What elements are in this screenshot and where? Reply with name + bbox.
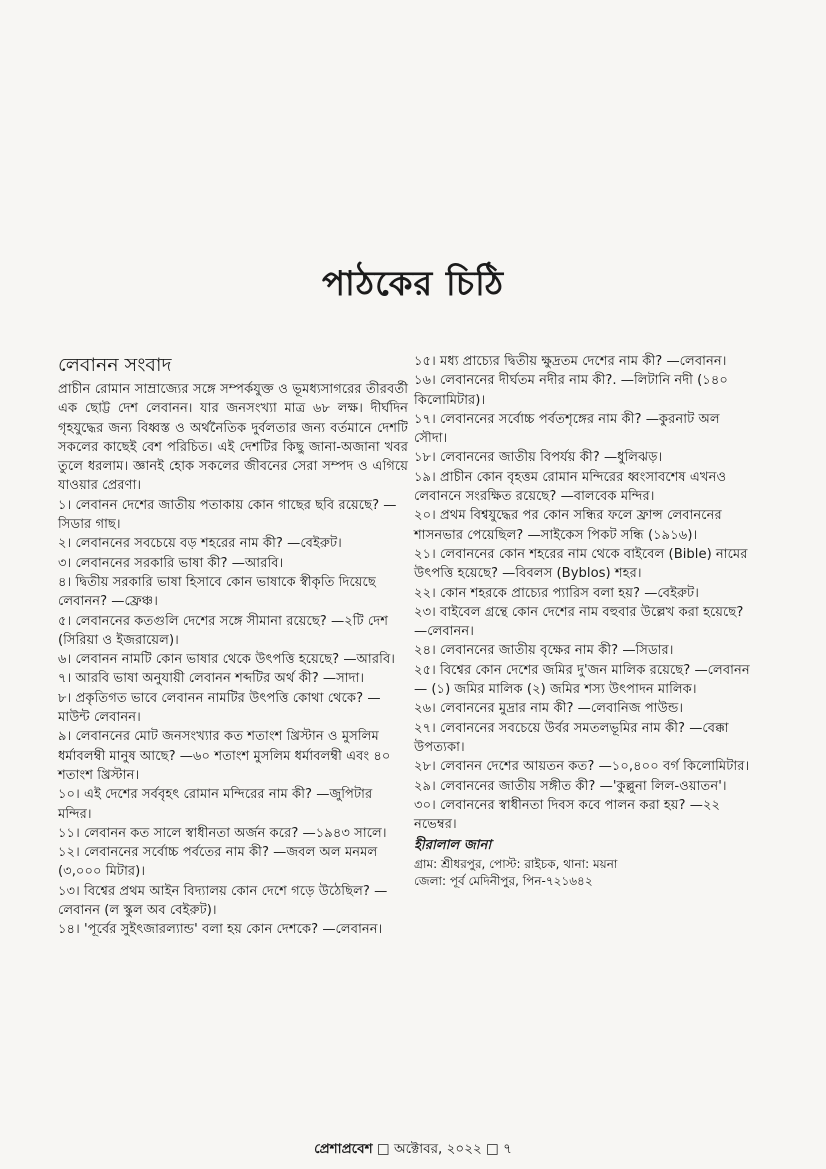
qa-item xyxy=(58,496,408,535)
qa-item xyxy=(414,699,752,718)
question-text: ১৪। 'পূর্বের সুইৎজারল্যান্ড' বলা হয় কোন দেশকে? xyxy=(58,922,319,938)
answer-text: —লেবানন (ল স্কুল অব বেইরুট)। xyxy=(58,883,388,919)
answer-text: —বেইরুট। xyxy=(644,585,699,601)
question-text: ৩০। লেবাননের স্বাধীনতা দিবস কবে পালন করা হয়? xyxy=(414,797,686,813)
qa-item xyxy=(414,371,752,410)
answer-text: —সাইকেস পিকট সন্ধি (১৯১৬)। xyxy=(527,527,698,543)
issue-date: অক্টোবর, ২০২২ xyxy=(393,1141,482,1157)
question-text: ২১। লেবাননের কোন শহরের নাম থেকে বাইবেল (Bible) নামের উৎপত্তি হয়েছে? xyxy=(414,546,748,582)
answer-text: —লেবানন— (১) জমির মালিক (২) জমির শস্য উৎপাদন মালিক। xyxy=(414,662,750,698)
question-text: ১০। এই দেশের সর্ববৃহৎ রোমান মন্দিরের নাম কী? xyxy=(58,787,313,803)
question-text: ২৫। বিশ্বের কোন দেশের জমির দু'জন মালিক রয়েছে? xyxy=(414,662,691,678)
author-name: হীরালাল জানা xyxy=(414,838,492,854)
answer-text: —ফ্রেঞ্চ। xyxy=(111,594,158,610)
question-text: ২৭। লেবাননের সবচেয়ে উর্বর সমতলভূমির নাম কী? xyxy=(414,720,686,736)
answer-text: —সিডার গাছ। xyxy=(58,497,397,533)
question-text: ১৮। লেবাননের জাতীয় বিপর্যয় কী? xyxy=(414,450,600,466)
question-text: ৭। আরবি ভাষা অনুযায়ী লেবানন শব্দটির অর্থ কী? xyxy=(58,671,319,687)
answer-text: —বালবেক মন্দির। xyxy=(560,489,655,505)
qa-item xyxy=(414,757,752,776)
qa-item xyxy=(58,785,408,824)
answer-text: —'কুল্লুনা লিল-ওয়াতন'। xyxy=(599,778,727,794)
question-text: ১৭। লেবাননের সর্বোচ্চ পর্বতশৃঙ্গের নাম কী? xyxy=(414,411,642,427)
answer-text: —বেক্কা উপত্যকা। xyxy=(414,720,729,755)
question-text: ৩। লেবাননের সরকারি ভাষা কী? xyxy=(58,555,228,571)
magazine-name: প্রেশাপ্রবেশ xyxy=(314,1141,373,1157)
qa-item xyxy=(414,352,752,371)
qa-item xyxy=(414,641,752,660)
question-text: ২। লেবাননের সবচেয়ে বড় শহরের নাম কী? xyxy=(58,536,283,552)
answer-text: —২২ নভেম্বর। xyxy=(414,797,721,833)
answer-text: —সাদা। xyxy=(322,671,365,687)
qa-item xyxy=(58,882,408,921)
qa-item xyxy=(414,506,752,545)
qa-item xyxy=(414,468,752,507)
right-column xyxy=(414,352,752,890)
answer-text: —আরবি। xyxy=(343,652,396,668)
answer-text: —লেবানন। xyxy=(666,354,727,369)
qa-item xyxy=(414,448,752,467)
qa-item xyxy=(414,545,752,584)
question-text: ২০। প্রথম বিশ্বযুদ্ধের পর কোন সন্ধির ফলে ফ্রান্স লেবাননের শাসনভার পেয়েছিল? xyxy=(414,508,722,543)
qa-item xyxy=(58,689,408,728)
answer-text: —১৯৪৩ সালে। xyxy=(302,825,387,841)
question-text: ১। লেবানন দেশের জাতীয় পতাকায় কোন গাছের ছবি রয়েছে? xyxy=(58,497,380,513)
question-text: ৫। লেবাননের কতগুলি দেশের সঙ্গে সীমানা রয়েছে? xyxy=(58,613,327,629)
qa-item xyxy=(58,920,408,939)
answer-text: —কুরনাট অল সৌদা। xyxy=(414,411,720,447)
qa-item xyxy=(414,796,752,835)
question-text: ১৫। মধ্য প্রাচ্যের দ্বিতীয় ক্ষুদ্রতম দেশের নাম কী? xyxy=(414,354,663,369)
qa-item xyxy=(414,410,752,449)
footer-separator: □ xyxy=(486,1141,499,1157)
question-text: ১৯। প্রাচীন কোন বৃহত্তম রোমান মন্দিরের ধ্বংসাবশেষ এখনও লেবাননে সংরক্ষিত রয়েছে? xyxy=(414,469,727,505)
left-qa-list xyxy=(58,496,408,940)
page-number: ৭ xyxy=(503,1141,512,1157)
answer-text: —১০,৪০০ বর্গ কিলোমিটার। xyxy=(598,759,750,775)
right-qa-list xyxy=(414,352,752,834)
qa-item xyxy=(414,777,752,796)
question-text: ২৯। লেবাননের জাতীয় সঙ্গীত কী? xyxy=(414,778,596,794)
question-text: ২২। কোন শহরকে প্রাচ্যের প্যারিস বলা হয়? xyxy=(414,585,640,601)
qa-item xyxy=(58,573,408,612)
question-text: ৬। লেবানন নামটি কোন ভাষার থেকে উৎপত্তি হয়েছে? xyxy=(58,652,340,668)
question-text: ১৬। লেবাননের দীর্ঘতম নদীর নাম কী?. xyxy=(414,373,617,389)
qa-item xyxy=(58,727,408,785)
question-text: ১৩। বিশ্বের প্রথম আইন বিদ্যালয় কোন দেশে গড়ে উঠেছিল? xyxy=(58,883,370,899)
article-heading: লেবানন সংবাদ xyxy=(58,354,172,376)
question-text: ৮। প্রকৃতিগত ভাবে লেবানন নামটির উৎপত্তি কোথা থেকে? xyxy=(58,690,364,706)
author-address-line2: জেলা: পূর্ব মেদিনীপুর, পিন-৭২১৬৪২ xyxy=(414,873,593,888)
answer-text: —সিডার। xyxy=(622,643,674,659)
question-text: ২৬। লেবাননের মুদ্রার নাম কী? xyxy=(414,701,574,717)
question-text: ২৪। লেবাননের জাতীয় বৃক্ষের নাম কী? xyxy=(414,643,619,659)
answer-text: —ধুলিঝড়। xyxy=(603,450,663,466)
question-text: ১২। লেবাননের সর্বোচ্চ পর্বতের নাম কী? xyxy=(58,845,269,861)
qa-item xyxy=(58,554,408,573)
footer-separator: □ xyxy=(376,1141,390,1157)
qa-item xyxy=(414,603,752,642)
qa-item xyxy=(58,534,408,553)
article-intro: প্রাচীন রোমান সাম্রাজ্যের সঙ্গে সম্পর্কযুক্ত ও ভূমধ্যসাগরের তীরবর্তী এক ছোট্ট দেশ লেবানন। যার জনসংখ্যা মাত্র ৬৮ লক্ষ। দীর্ঘদিন গৃহযুদ্ধের জন্য বিধ্বস্ত ও অর্থনৈতিক দুর্বলতার জন্য বর্তমানে দেশটি সকলের কাছেই বেশ পরিচিত। এই দেশটির কিছু জানা-অজানা খবর তুলে ধরলাম। জ্ঞানই হোক সকলের জীবনের সেরা সম্পদ ও এগিয়ে যাওয়ার প্রেরণা। xyxy=(58,382,408,494)
page-footer xyxy=(0,1138,826,1161)
answer-text: —জবল অল মনমল (৩,০০০ মিটার)। xyxy=(58,845,378,880)
answer-text: —লেবানন। xyxy=(322,922,383,938)
question-text: ৯। লেবাননের মোট জনসংখ্যার কত শতাংশ খ্রিস্টান ও মুসলিম ধর্মাবলম্বী মানুষ আছে? xyxy=(58,729,379,764)
qa-item xyxy=(58,843,408,882)
qa-item xyxy=(414,661,752,700)
qa-item xyxy=(414,719,752,758)
question-text: ২৮। লেবানন দেশের আয়তন কত? xyxy=(414,759,595,775)
answer-text: —৬০ শতাংশ মুসলিম ধর্মাবলম্বী এবং ৪০ শতাংশ খ্রিস্টান। xyxy=(58,748,391,783)
answer-text: —লেবানন। xyxy=(414,624,474,640)
qa-item xyxy=(58,650,408,669)
question-text: ২৩। বাইবেল গ্রন্থে কোন দেশের নাম বহুবার উল্লেখ করা হয়েছে? xyxy=(414,604,744,620)
answer-text: —বেইরুট। xyxy=(287,536,342,552)
author-address-line1: গ্রাম: শ্রীধরপুর, পোস্ট: রাইচক, থানা: ময়না xyxy=(414,856,618,871)
qa-item xyxy=(58,669,408,688)
question-text: ৪। দ্বিতীয় সরকারি ভাষা হিসাবে কোন ভাষাকে স্বীকৃতি দিয়েছে লেবানন? xyxy=(58,574,376,610)
answer-text: —জুপিটার মন্দির। xyxy=(58,787,373,822)
page-title: পাঠকের চিঠি xyxy=(321,264,505,304)
left-column xyxy=(58,352,408,940)
qa-item xyxy=(414,584,752,603)
answer-text: —লিটানি নদী (১৪০ কিলোমিটার)। xyxy=(414,373,728,408)
qa-item xyxy=(58,612,408,651)
question-text: ১১। লেবানন কত সালে স্বাধীনতা অর্জন করে? xyxy=(58,825,299,841)
answer-text: —২টি দেশ (সিরিয়া ও ইজরায়েল)। xyxy=(58,613,389,648)
answer-text: —আরবি। xyxy=(231,555,284,571)
answer-text: —লেবানিজ পাউন্ড। xyxy=(577,701,684,717)
answer-text: —মাউন্ট লেবানন। xyxy=(58,690,381,726)
answer-text: —বিবলস (Byblos) শহর। xyxy=(502,566,642,582)
qa-item xyxy=(58,824,408,843)
